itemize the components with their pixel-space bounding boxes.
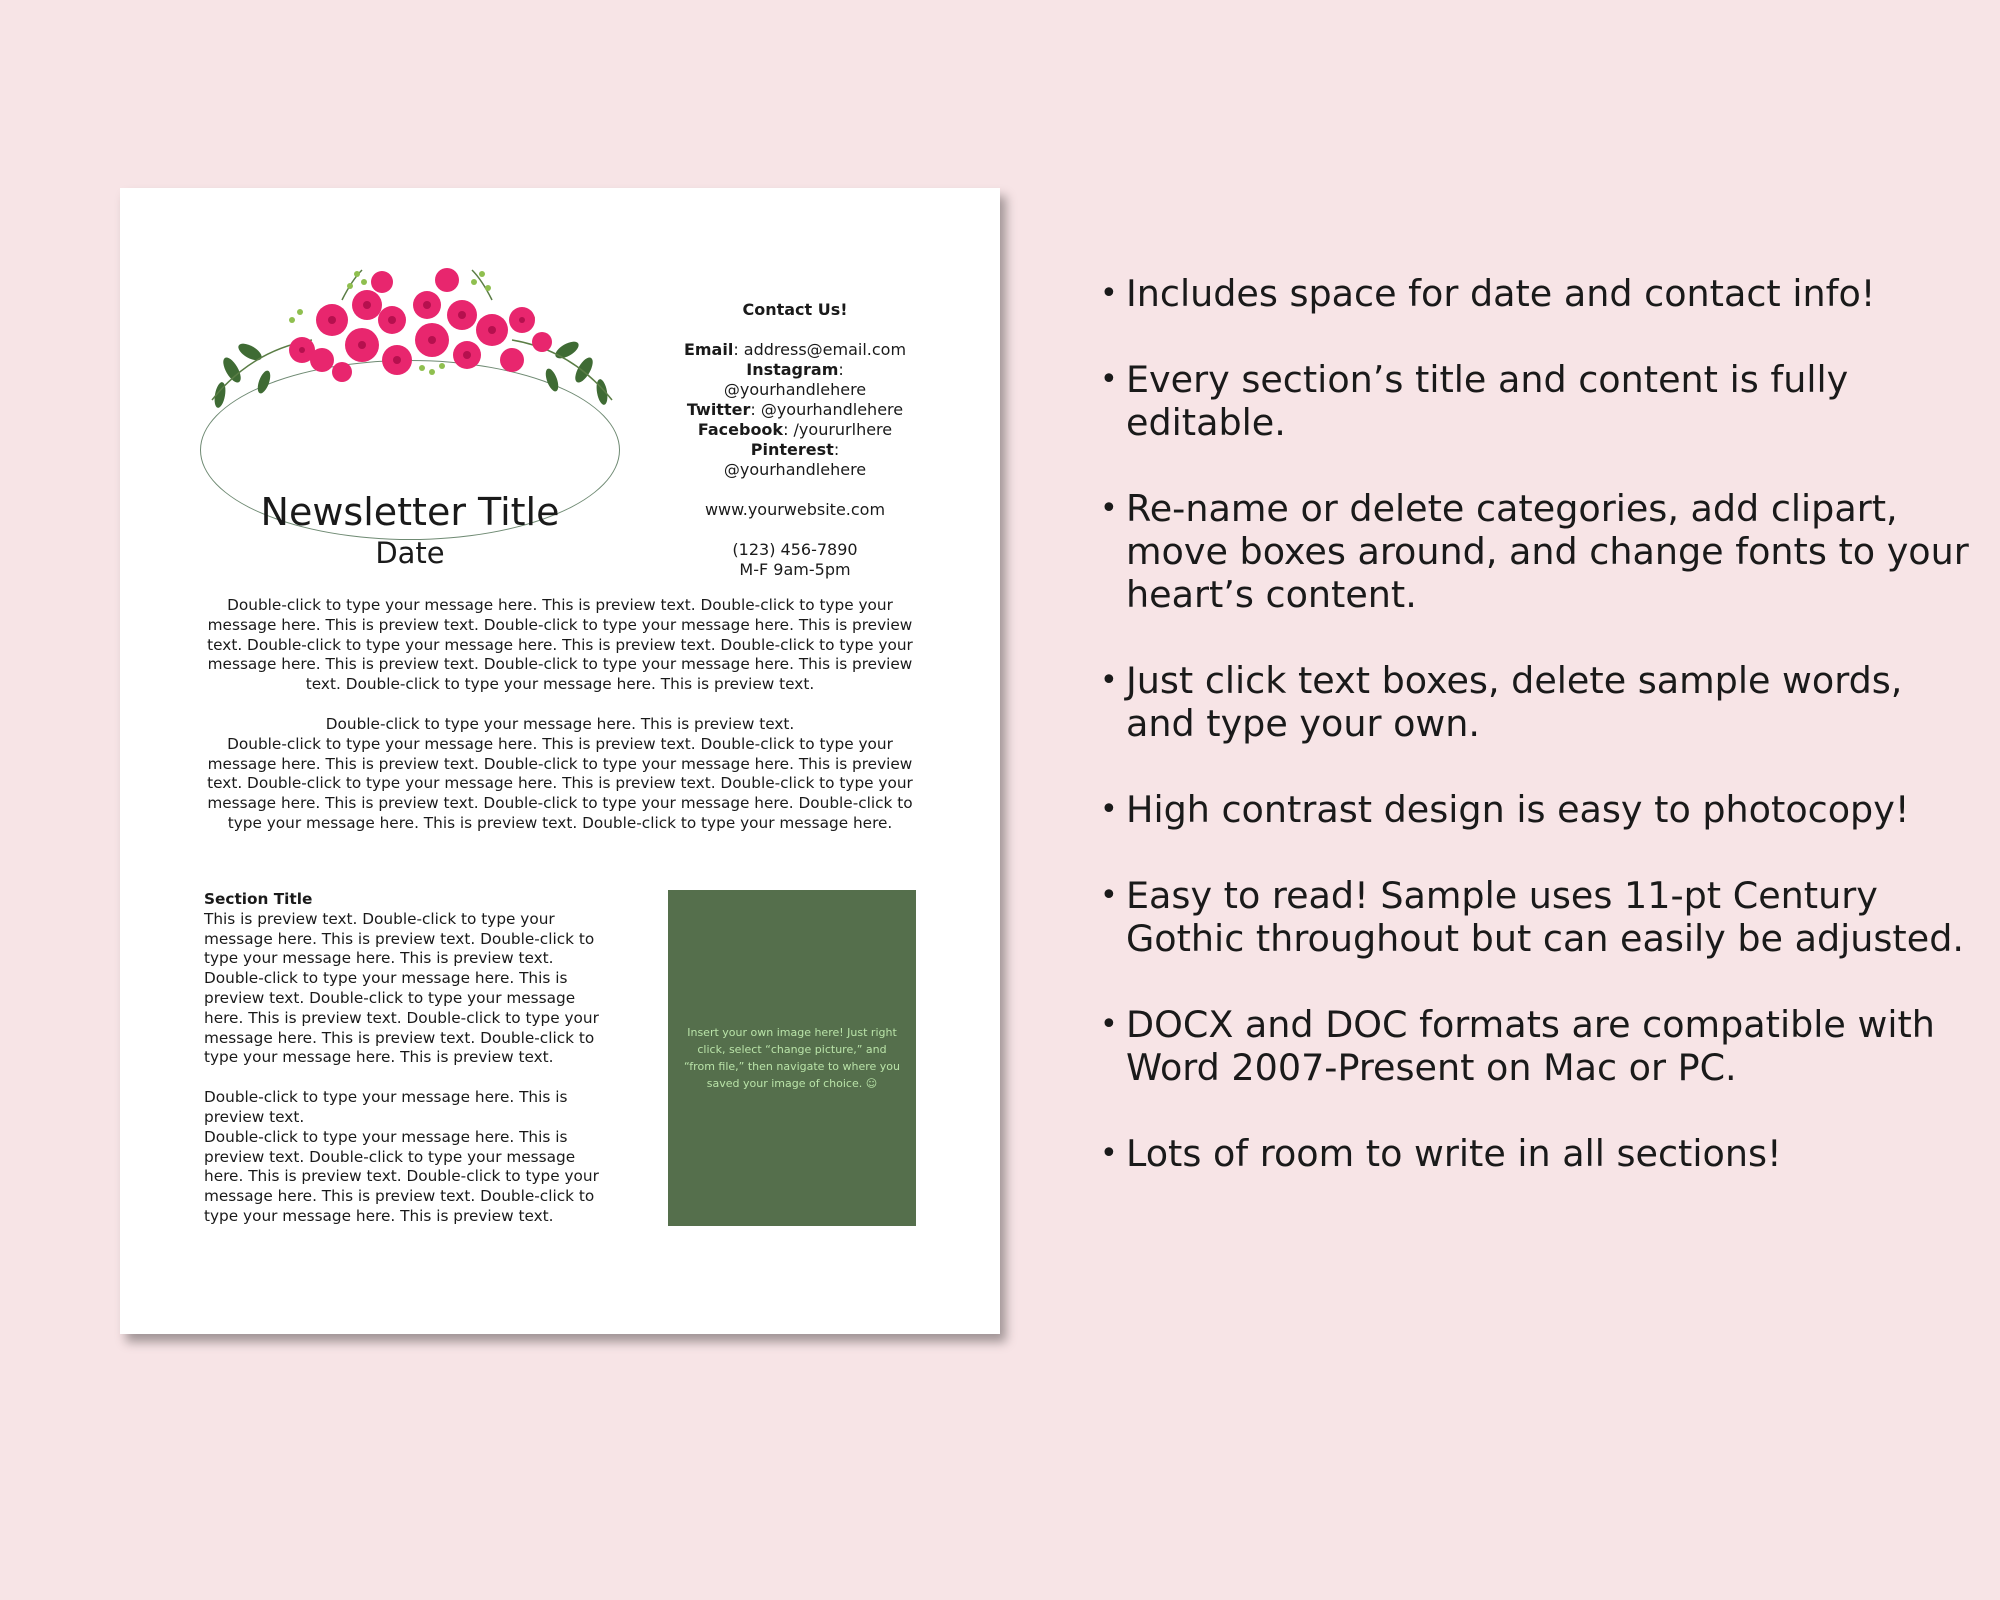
section-title[interactable]: Section Title <box>204 890 313 908</box>
feature-item: • Includes space for date and contact info! <box>1100 272 1980 315</box>
contact-hours[interactable]: M-F 9am-5pm <box>739 560 851 579</box>
contact-email[interactable]: Email: address@email.com <box>683 340 907 359</box>
header-area <box>192 260 632 570</box>
section-paragraph-1[interactable]: This is preview text. Double-click to type your message here. This is preview text. Double-click to type your message here. This is preview text. Double-click to type your message here. This is preview text. Double-click to type your message here. This is preview text. Double-click to type your message here. This is preview text. Double-click to type your message here. This is preview text. <box>204 909 599 1067</box>
intro-text <box>204 596 916 854</box>
contact-instagram[interactable]: Instagram: @yourhandlehere <box>723 360 867 399</box>
image-placeholder[interactable] <box>668 890 916 1226</box>
contact-heading[interactable]: Contact Us! <box>742 300 848 319</box>
newsletter-page <box>120 188 1000 1334</box>
newsletter-title[interactable]: Newsletter Title <box>260 490 560 534</box>
section-block <box>204 890 614 1247</box>
image-placeholder-text: Insert your own image here! Just right click, select “change picture,” and “from file,” then navigate to where you saved your image of choice. ☺ <box>684 1026 900 1090</box>
intro-paragraph-2[interactable]: Double-click to type your message here. This is preview text. Double-click to type your message here. This is preview text. Double-click to type your message here. This is preview text. Double-click to type your message here. This is preview text. Double-click to type your message here. This is preview text. Double-click to type your message here. This is preview text. Double-click to type your message here. Double-click to type your message here. This is preview text. Double-click to type your message here. <box>207 714 913 832</box>
feature-item: • Every section’s title and content is fully editable. <box>1100 358 1980 444</box>
feature-list <box>1100 272 1980 1218</box>
contact-twitter[interactable]: Twitter: @yourhandlehere <box>686 400 904 419</box>
feature-item: • DOCX and DOC formats are compatible with Word 2007-Present on Mac or PC. <box>1100 1003 1980 1089</box>
contact-block <box>680 300 910 580</box>
feature-item: • Easy to read! Sample uses 11-pt Century Gothic throughout but can easily be adjusted. <box>1100 874 1980 960</box>
section-paragraph-2[interactable]: Double-click to type your message here. This is preview text. Double-click to type your message here. This is preview text. Double-click to type your message here. This is preview text. Double-click to type your message here. This is preview text. Double-click to type your message here. This is preview text. <box>204 1088 599 1225</box>
contact-phone[interactable]: (123) 456-7890 <box>732 540 858 559</box>
feature-item: • Re-name or delete categories, add clipart, move boxes around, and change fonts to your heart’s content. <box>1100 487 1980 616</box>
contact-website[interactable]: www.yourwebsite.com <box>704 500 886 519</box>
contact-pinterest[interactable]: Pinterest: @yourhandlehere <box>723 440 867 479</box>
feature-item: • Lots of room to write in all sections! <box>1100 1132 1980 1175</box>
feature-item: • Just click text boxes, delete sample words, and type your own. <box>1100 659 1980 745</box>
newsletter-date[interactable]: Date <box>375 536 445 570</box>
feature-item: • High contrast design is easy to photocopy! <box>1100 788 1980 831</box>
contact-facebook[interactable]: Facebook: /yoururlhere <box>697 420 893 439</box>
flower-garland-icon <box>192 260 632 430</box>
intro-paragraph-1[interactable]: Double-click to type your message here. This is preview text. Double-click to type your message here. This is preview text. Double-click to type your message here. This is preview text. Double-click to type your message here. This is preview text. Double-click to type your message here. This is preview text. Double-click to type your message here. This is preview text. Double-click to type your message here. This is preview text. <box>207 596 913 694</box>
